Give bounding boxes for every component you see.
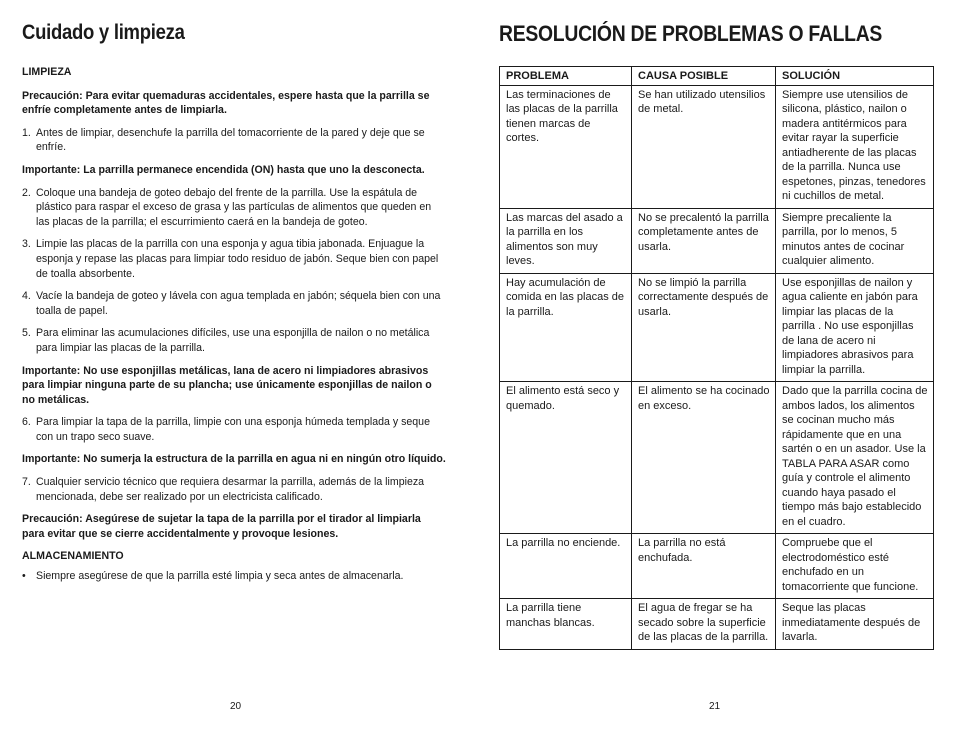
table-row [500,382,934,534]
list-item [22,569,446,584]
item-number: 4. [22,290,31,303]
column-header: SOLUCIÓN [776,67,934,86]
page-title: RESOLUCIÓN DE PROBLEMAS O FALLAS [499,21,883,46]
page-number: 20 [230,701,242,712]
section-heading-storage: ALMACENAMIENTO [22,550,124,563]
table-row [500,534,934,599]
cause-cell: No se limpió la parrilla correctamente después de usarla. [632,273,776,382]
troubleshooting-table [499,66,934,650]
item-text: Vacíe la bandeja de goteo y lávela con agua templada en jabón; séquela bien con una toalla de papel. [36,290,441,317]
problem-cell: Hay acumulación de comida en las placas de la parrilla. [500,273,632,382]
cause-cell: Se han utilizado utensilios de metal. [632,85,776,208]
item-number: 2. [22,186,31,199]
cause-cell: La parrilla no está enchufada. [632,534,776,599]
caution-note: Precaución: Para evitar quemaduras accidentales, espere hasta que la parrilla se enfríe completamente antes de limpiarla. [22,89,430,117]
table-row [500,273,934,382]
solution-cell: Seque las placas inmediatamente después de lavarla. [776,599,934,650]
list-item [22,126,446,155]
item-text: Antes de limpiar, desenchufe la parrilla del tomacorriente de la pared y deje que se enfríe. [36,126,425,154]
page-title: Cuidado y limpieza [22,21,185,44]
list-item [22,237,446,281]
item-number: 6. [22,416,31,429]
item-text: Coloque una bandeja de goteo debajo del frente de la parrilla. Use la espátula de plástico para raspar el exceso de grasa y las partículas de alimentos que queden en las placas de la parrilla; el escurrimiento caerá en la bandeja de goteo. [36,186,432,228]
problem-cell: Las terminaciones de las placas de la parrilla tienen marcas de cortes. [500,85,632,208]
cause-cell: El agua de fregar se ha secado sobre la superficie de las placas de la parrilla. [632,599,776,650]
item-text: Limpie las placas de la parrilla con una esponja y agua tibia jabonada. Enjuague la esponja y repase las placas para limpiar todo residuo de jabón. Seque bien con papel de toalla absorbente. [36,238,439,280]
problem-cell: La parrilla tiene manchas blancas. [500,599,632,650]
list-item [22,475,446,504]
table-header-row [500,67,934,86]
solution-cell: Siempre precaliente la parrilla, por lo menos, 5 minutos antes de cocinar cualquier alimento. [776,208,934,273]
important-note: Importante: La parrilla permanece encendida (ON) hasta que uno la desconecta. [22,163,425,176]
problem-cell: La parrilla no enciende. [500,534,632,599]
important-note: Importante: No use esponjillas metálicas, lana de acero ni limpiadores abrasivos para limpiar ninguna parte de su plancha; use únicamente esponjillas de nailon o no metálicas. [22,364,432,406]
solution-cell: Compruebe que el electrodoméstico esté enchufado en un tomacorriente que funcione. [776,534,934,599]
item-number: 1. [22,126,31,139]
item-text: Siempre asegúrese de que la parrilla esté limpia y seca antes de almacenarla. [36,570,404,583]
item-text: Cualquier servicio técnico que requiera desarmar la parrilla, además de la limpieza mencionada, debe ser realizado por un electricista calificado. [36,476,425,503]
item-text: Para eliminar las acumulaciones difíciles, use una esponjilla de nailon o no metálica para limpiar las placas de la parrilla. [36,327,430,354]
cleaning-content [22,65,446,584]
section-heading-cleaning: LIMPIEZA [22,66,72,78]
cause-cell: No se precalentó la parrilla completamente antes de usarla. [632,208,776,273]
list-item [22,186,446,230]
caution-note: Precaución: Asegúrese de sujetar la tapa de la parrilla por el tirador al limpiarla para evitar que se cierre accidentalmente y provoque lesiones. [22,513,421,540]
column-header: PROBLEMA [500,67,632,86]
item-number: 5. [22,327,31,340]
problem-cell: Las marcas del asado a la parrilla en los alimentos son muy leves. [500,208,632,273]
column-header: CAUSA POSIBLE [632,67,776,86]
right-page [499,18,933,650]
table-row [500,599,934,650]
left-page [22,18,446,592]
list-item [22,415,446,444]
list-item [22,326,446,355]
solution-cell: Use esponjillas de nailon y agua caliente en jabón para limpiar las placas de la parrilla . No use esponjillas de lana de acero ni limpiadores abrasivos para limpiar la parrilla. [776,273,934,382]
solution-cell: Siempre use utensilios de silicona, plástico, nailon o madera antitérmicos para evitar rayar la superficie antiadherente de las placas de la parrilla. Nunca use espetones, pinzas, tenedores ni cuchillos de metal. [776,85,934,208]
item-number: 3. [22,238,31,251]
problem-cell: El alimento está seco y quemado. [500,382,632,534]
cause-cell: El alimento se ha cocinado en exceso. [632,382,776,534]
important-note: Importante: No sumerja la estructura de la parrilla en agua ni en ningún otro líquido. [22,453,446,466]
item-number: 7. [22,476,31,489]
list-item [22,289,446,318]
solution-cell: Dado que la parrilla cocina de ambos lados, los alimentos se cocinan mucho más rápidamente que en una sartén o en un asador. Use la TABLA PARA ASAR como guía y controle el alimento cuando haya pasado el tiempo más bajo establecido en el cuadro. [776,382,934,534]
table-row [500,85,934,208]
bullet-icon: • [22,570,26,583]
page-number: 21 [709,701,721,712]
table-row [500,208,934,273]
item-text: Para limpiar la tapa de la parrilla, limpie con una esponja húmeda templada y seque con un trapo seco suave. [36,416,430,443]
